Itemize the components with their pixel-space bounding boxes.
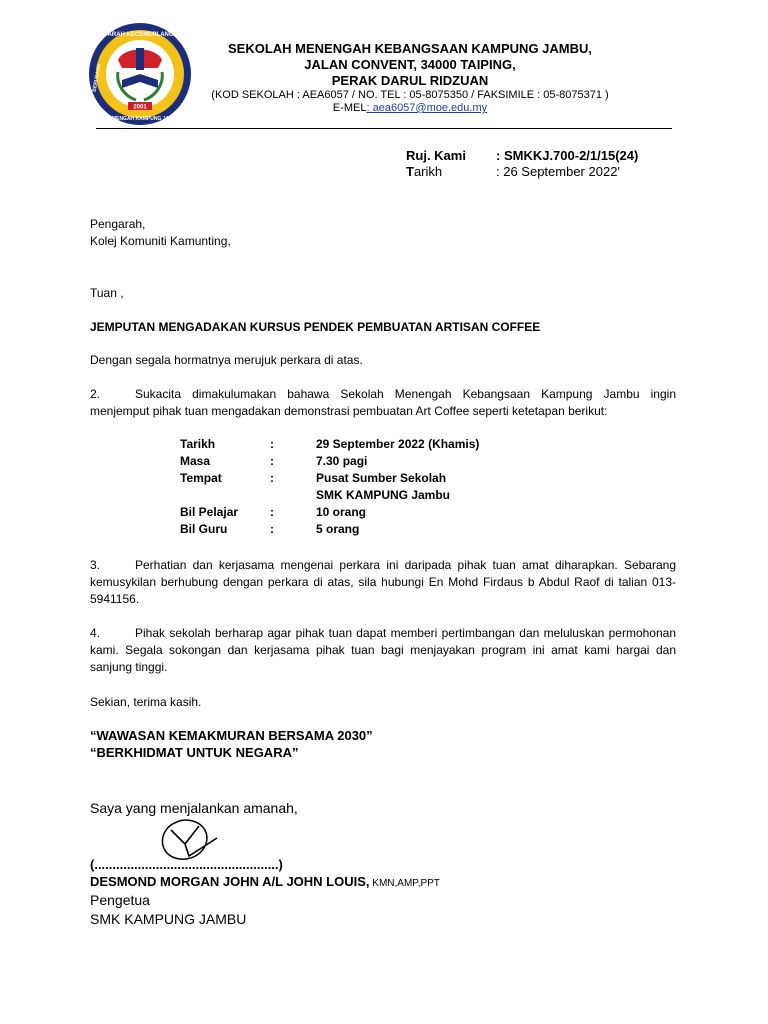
email-link[interactable]: : aea6057@moe.edu.my <box>366 102 488 114</box>
paragraph-4 <box>90 625 676 676</box>
paragraph-2 <box>90 386 676 420</box>
signature-line: (...................................................) <box>90 857 283 872</box>
letter-subject: JEMPUTAN MENGADAKAN KURSUS PENDEK PEMBUATAN ARTISAN COFFEE <box>90 320 541 334</box>
logo-text-bottom: SMK MENGAH KAMPUNG JAMBU <box>99 116 181 122</box>
school-contact-info: (KOD SEKOLAH : AEA6057 / NO. TEL : 05-8075350 / FAKSIMILE : 05-8075371 ) <box>211 89 609 101</box>
handwritten-signature <box>155 816 225 862</box>
detail-label: Tempat <box>180 471 222 485</box>
ref-tarikh-value: : 26 September 2022' <box>496 164 620 179</box>
logo-text-top: KE ARAH KECEMERLANGAN <box>97 32 183 38</box>
motto-vision: “WAWASAN KEMAKMURAN BERSAMA 2030” <box>90 728 373 743</box>
detail-label: Tarikh <box>180 437 216 451</box>
recipient-line1: Pengarah, <box>90 217 146 231</box>
paragraph-3-number: 3. <box>90 558 101 572</box>
detail-label: Bil Pelajar <box>180 505 239 519</box>
detail-value: 5 orang <box>316 522 360 536</box>
header-divider <box>96 128 672 129</box>
detail-value: 10 orang <box>316 505 367 519</box>
paragraph-1: Dengan segala hormatnya merujuk perkara di atas. <box>90 353 363 367</box>
signatory-school: SMK KAMPUNG JAMBU <box>90 911 247 927</box>
paragraph-2-number: 2. <box>90 387 101 401</box>
detail-sep: : <box>270 437 274 451</box>
paragraph-3 <box>90 557 676 608</box>
amanah-line: Saya yang menjalankan amanah, <box>90 800 298 816</box>
detail-value: 29 September 2022 (Khamis) <box>316 437 480 451</box>
detail-label: Masa <box>180 454 211 468</box>
paragraph-2-text: Sukacita dimakulumakan bahawa Sekolah Menengah Kebangsaan Kampung Jambu ingin menjemput pihak tuan mengadakan demonstrasi pembuatan Art Coffee seperti ketetapan berikut: <box>90 387 676 418</box>
recipient-line2: Kolej Komuniti Kamunting, <box>90 234 231 248</box>
ref-tarikh-label: Tarikh <box>406 164 443 179</box>
school-state: PERAK DARUL RIDZUAN <box>331 73 489 88</box>
detail-value: Pusat Sumber Sekolah <box>316 471 447 485</box>
signatory-name: DESMOND MORGAN JOHN A/L JOHN LOUIS, KMN,AMP,PPT <box>90 874 440 889</box>
motto-service: “BERKHIDMAT UNTUK NEGARA” <box>90 745 299 760</box>
detail-sep: : <box>270 454 274 468</box>
salutation: Tuan , <box>90 286 124 300</box>
school-crest-logo <box>88 22 192 126</box>
closing-line: Sekian, terima kasih. <box>90 695 202 709</box>
school-name: SEKOLAH MENENGAH KEBANGSAAN KAMPUNG JAMBU, <box>227 41 592 56</box>
logo-text-left: BERUSAHA <box>91 63 103 93</box>
detail-value: 7.30 pagi <box>316 454 368 468</box>
ref-ruj-label: Ruj. Kami <box>406 148 466 163</box>
paragraph-3-text: Perhatian dan kerjasama mengenai perkara ini daripada pihak tuan amat diharapkan. Sebarang kemusykilan berhubung dengan perkara di atas, sila hubungi En Mohd Firdaus b Abdul Raof di talian 013-5941156. <box>90 558 676 606</box>
signatory-title: Pengetua <box>90 892 150 908</box>
detail-label: Bil Guru <box>180 522 228 536</box>
school-address-line: JALAN CONVENT, 34000 TAIPING, <box>304 57 516 72</box>
ref-ruj-value: : SMKKJ.700-2/1/15(24) <box>496 148 639 163</box>
detail-sep: : <box>270 505 274 519</box>
detail-value: SMK KAMPUNG Jambu <box>316 488 451 502</box>
paragraph-4-text: Pihak sekolah berharap agar pihak tuan dapat memberi pertimbangan dan meluluskan permohonan kami. Segala sokongan dan kerjasama pihak tuan bagi menjayakan program ini amat kami hargai dan sanjung tinggi. <box>90 626 676 674</box>
detail-sep: : <box>270 522 274 536</box>
paragraph-4-number: 4. <box>90 626 101 640</box>
school-email <box>190 102 630 114</box>
logo-year: 2001 <box>133 104 147 111</box>
detail-sep: : <box>270 471 274 485</box>
email-label: E-MEL <box>332 102 367 114</box>
